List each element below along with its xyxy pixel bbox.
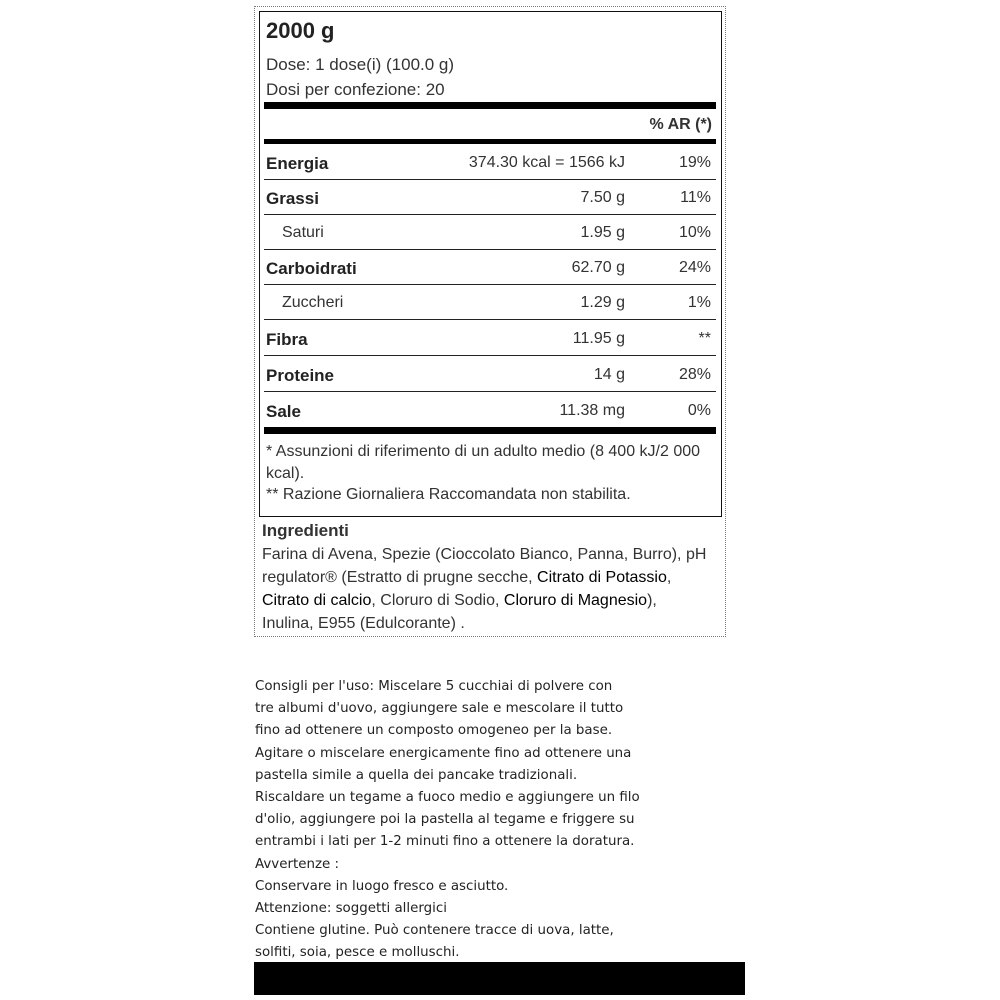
nutrient-name: Saturi	[282, 224, 324, 241]
nutrient-percent: 28%	[678, 366, 711, 383]
nutrient-row	[264, 393, 716, 428]
usage-line: pastella simile a quella dei pancake tradizionali.	[255, 767, 578, 783]
ingredients-text: Farina di Avena, Spezie (Cioccolato Bianco, Panna, Burro), pH regulator® (Estratto di prugne secche,	[262, 546, 707, 586]
usage-line: entrambi i lati per 1-2 minuti fino a ottenere la doratura.	[255, 834, 635, 850]
usage-line: d'olio, aggiungere poi la pastella al tegame e friggere su	[255, 812, 635, 828]
reference-intake-header: % AR (*)	[649, 116, 712, 133]
nutrient-amount: 14 g	[593, 366, 625, 383]
ingredients-list	[262, 543, 712, 635]
nutrient-row	[264, 250, 716, 285]
ingredient-highlight: Cloruro di Magnesio	[503, 592, 648, 609]
nutrient-row	[264, 321, 716, 356]
nutrient-amount: 7.50 g	[580, 189, 625, 206]
nutrient-percent: **	[698, 330, 711, 347]
nutrient-percent: 10%	[678, 224, 711, 241]
ingredients-title: Ingredienti	[262, 521, 349, 540]
nutrient-percent: 24%	[678, 259, 711, 276]
usage-line: solfiti, soia, pesce e molluschi.	[255, 945, 460, 961]
nutrient-row	[264, 215, 716, 250]
nutrient-amount: 374.30 kcal = 1566 kJ	[468, 154, 625, 171]
footnote-reference-intake: * Assunzioni di riferimento di un adulto medio (8 400 kJ/2 000 kcal).	[266, 443, 701, 482]
serving-size: Dose: 1 dose(i) (100.0 g)	[266, 55, 455, 74]
nutrient-name: Fibra	[266, 330, 308, 349]
nutrient-percent: 11%	[680, 189, 711, 206]
usage-line: Riscaldare un tegame a fuoco medio e aggiungere un filo	[255, 790, 640, 806]
nutrient-name: Proteine	[266, 366, 335, 385]
divider-thick	[264, 102, 716, 109]
footnote-rda: ** Razione Giornaliera Raccomandata non stabilita.	[266, 486, 631, 503]
ingredients-text: ), Inulina, E955 (Edulcorante) .	[262, 592, 657, 632]
nutrient-row	[264, 180, 716, 215]
usage-line: Attenzione: soggetti allergici	[255, 901, 447, 917]
usage-line: tre albumi d'uovo, aggiungere sale e mescolare il tutto	[255, 701, 624, 717]
usage-line: Avvertenze :	[255, 856, 339, 872]
usage-line: Agitare o miscelare energicamente fino ad ottenere una	[255, 745, 632, 761]
nutrient-name: Energia	[266, 154, 329, 173]
ingredients-text: ,	[666, 569, 672, 586]
black-banner	[254, 962, 745, 995]
usage-line: Conservare in luogo fresco e asciutto.	[255, 878, 509, 894]
ingredient-highlight: Citrato di calcio	[262, 592, 372, 609]
nutrient-name: Sale	[266, 402, 301, 421]
nutrient-name: Carboidrati	[266, 259, 357, 278]
nutrient-row	[264, 357, 716, 392]
nutrient-percent: 0%	[687, 402, 711, 419]
usage-line: fino ad ottenere un composto omogeneo per la base.	[255, 723, 613, 739]
nutrient-amount: 11.38 mg	[559, 402, 625, 419]
ingredients-text: , Cloruro di Sodio,	[371, 592, 504, 609]
nutrient-amount: 62.70 g	[571, 259, 625, 276]
nutrient-percent: 19%	[678, 154, 711, 171]
nutrient-amount: 1.95 g	[580, 224, 625, 241]
nutrient-percent: 1%	[687, 294, 711, 311]
ingredient-highlight: Citrato di Potassio	[537, 569, 667, 586]
nutrient-amount: 1.29 g	[580, 294, 625, 311]
nutrient-amount: 11.95 g	[572, 330, 625, 347]
nutrient-row	[264, 285, 716, 320]
divider-thick	[264, 139, 716, 144]
package-weight: 2000 g	[266, 18, 335, 43]
nutrient-row	[264, 145, 716, 180]
usage-instructions	[255, 676, 745, 965]
servings-per-package: Dosi per confezione: 20	[266, 80, 445, 99]
usage-line: Consigli per l'uso: Miscelare 5 cucchiai di polvere con	[255, 679, 613, 694]
usage-line: Contiene glutine. Può contenere tracce di uova, latte,	[255, 923, 614, 939]
nutrient-name: Zuccheri	[282, 294, 344, 311]
nutrient-name: Grassi	[266, 189, 319, 208]
divider-thick	[264, 427, 716, 434]
